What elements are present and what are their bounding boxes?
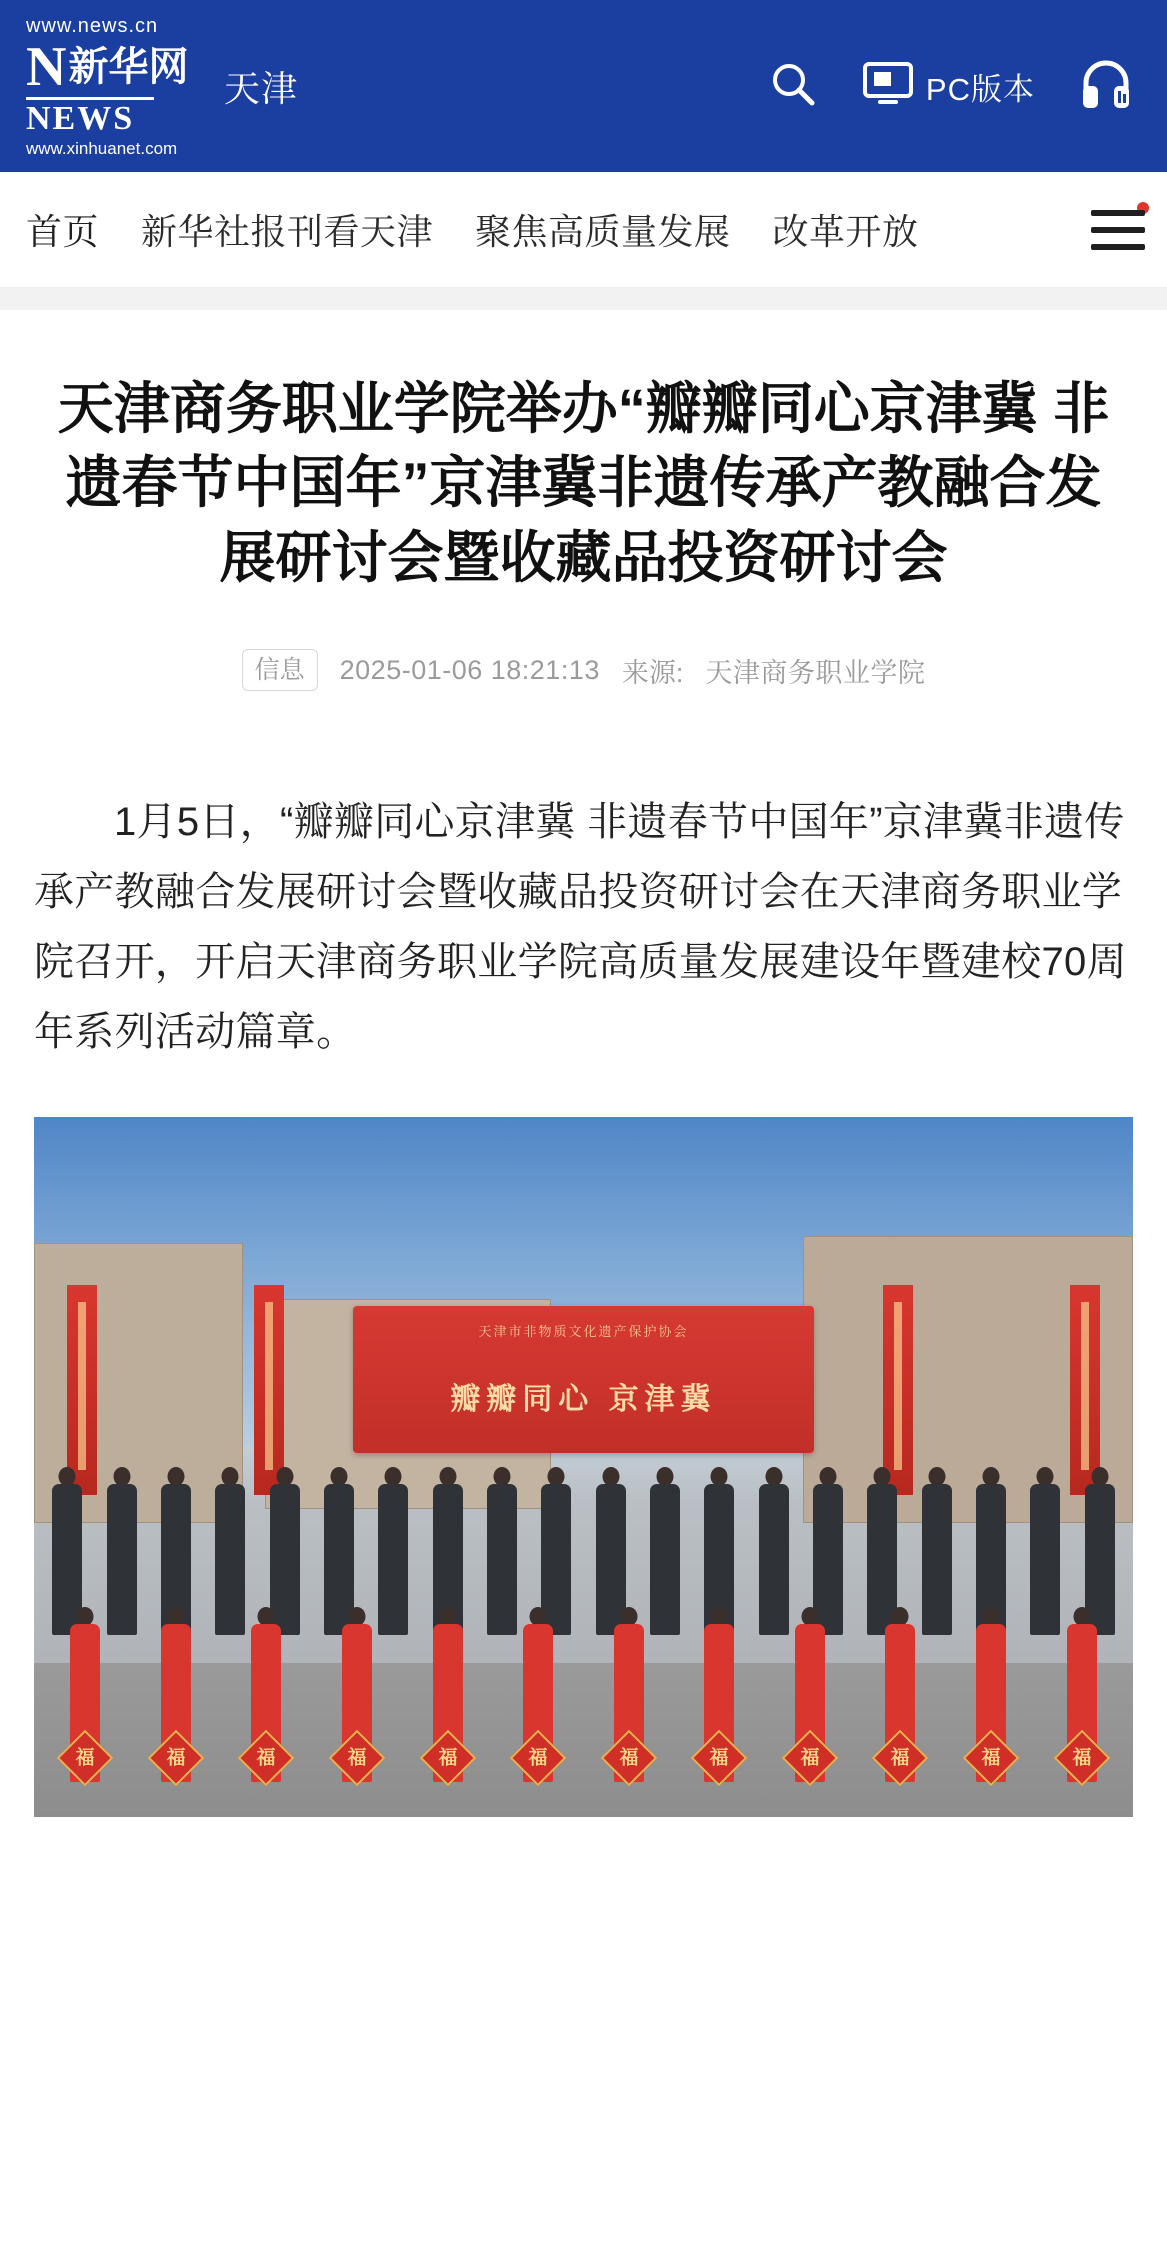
fu-char: 福 <box>256 1747 276 1769</box>
banner-top-text: 天津市非物质文化遗产保护协会 <box>478 1324 689 1340</box>
article-paragraph: 1月5日，“瓣瓣同心京津冀 非遗春节中国年”京津冀非遗传承产教融合发展研讨会暨收藏品投资研讨会在天津商务职业学院召开，开启天津商务职业学院高质量发展建设年暨建校70周年系列活动篇章。 <box>34 800 1127 1055</box>
headphone-icon <box>1079 57 1133 116</box>
photo-event-banner <box>353 1306 815 1453</box>
fu-char: 福 <box>890 1747 910 1769</box>
photo-red-flag-3 <box>883 1285 913 1495</box>
photo-crowd-front-row <box>34 1607 1133 1782</box>
site-logo[interactable] <box>26 14 299 158</box>
logo-url-top: www.news.cn <box>26 14 159 37</box>
logo-brand-cn: 新华网 <box>68 44 189 89</box>
photo-person-with-fu <box>1036 1607 1127 1782</box>
article-figure <box>34 1117 1133 1817</box>
pc-version-label: PC版本 <box>925 71 1035 107</box>
hamburger-line-2 <box>1091 227 1145 233</box>
main-nav <box>0 172 1167 288</box>
site-header <box>0 0 1167 172</box>
source-name: 天津商务职业学院 <box>705 657 926 688</box>
fu-char: 福 <box>981 1747 1001 1769</box>
article-title: 天津商务职业学院举办“瓣瓣同心京津冀 非遗春节中国年”京津冀非遗传承产教融合发展研讨会暨收藏品投资研讨会 <box>57 377 1110 589</box>
fu-char: 福 <box>800 1747 820 1769</box>
nav-item-3[interactable]: 改革开放 <box>772 211 919 252</box>
section-divider <box>0 288 1167 310</box>
photo-red-flag-4 <box>1070 1285 1100 1495</box>
fu-char: 福 <box>438 1747 458 1769</box>
hamburger-line-3 <box>1091 244 1145 250</box>
header-actions <box>768 57 1133 116</box>
photo-red-flag-1 <box>67 1285 97 1495</box>
photo-person-with-fu <box>40 1607 131 1782</box>
logo-news-word: NEWS <box>26 97 154 136</box>
fu-char: 福 <box>1072 1747 1092 1769</box>
search-icon <box>768 59 818 114</box>
banner-main-text: 瓣瓣同心 京津冀 <box>450 1383 717 1417</box>
photo-person-with-fu <box>855 1607 946 1782</box>
photo-person-with-fu <box>131 1607 222 1782</box>
nav-item-1[interactable]: 新华社报刊看天津 <box>141 211 434 252</box>
hamburger-line-1 <box>1091 210 1145 216</box>
photo-person-with-fu <box>946 1607 1037 1782</box>
fu-char: 福 <box>709 1747 729 1769</box>
fu-char: 福 <box>166 1747 186 1769</box>
menu-button[interactable] <box>1091 210 1145 250</box>
article-meta <box>34 649 1133 691</box>
photo-person-with-fu <box>402 1607 493 1782</box>
photo-person-with-fu <box>221 1607 312 1782</box>
logo-letter-n: N <box>26 35 67 98</box>
fu-char: 福 <box>619 1747 639 1769</box>
photo-red-flag-2 <box>254 1285 284 1495</box>
photo-person-with-fu <box>493 1607 584 1782</box>
xinhua-logo-mark <box>26 14 206 158</box>
photo-person-with-fu <box>765 1607 856 1782</box>
fu-char: 福 <box>75 1747 95 1769</box>
search-button[interactable] <box>768 59 818 114</box>
logo-city-label: 天津 <box>224 67 299 109</box>
fu-char: 福 <box>528 1747 548 1769</box>
fu-char: 福 <box>347 1747 367 1769</box>
photo-person-with-fu <box>583 1607 674 1782</box>
nav-item-2[interactable]: 聚焦高质量发展 <box>475 211 731 252</box>
photo-person-with-fu <box>674 1607 765 1782</box>
logo-url-bottom: www.xinhuanet.com <box>26 138 178 158</box>
logo-main-row <box>26 35 206 98</box>
source-label: 来源: <box>621 657 684 688</box>
audio-button[interactable] <box>1079 57 1133 116</box>
pc-version-button[interactable] <box>862 61 1035 112</box>
nav-item-0[interactable]: 首页 <box>26 211 100 252</box>
photo-person-with-fu <box>312 1607 403 1782</box>
group-photo <box>34 1117 1133 1817</box>
monitor-icon <box>862 61 914 112</box>
article-container <box>0 310 1167 1817</box>
info-badge: 信息 <box>242 649 318 691</box>
publish-datetime: 2025-01-06 18:21:13 <box>339 654 600 685</box>
